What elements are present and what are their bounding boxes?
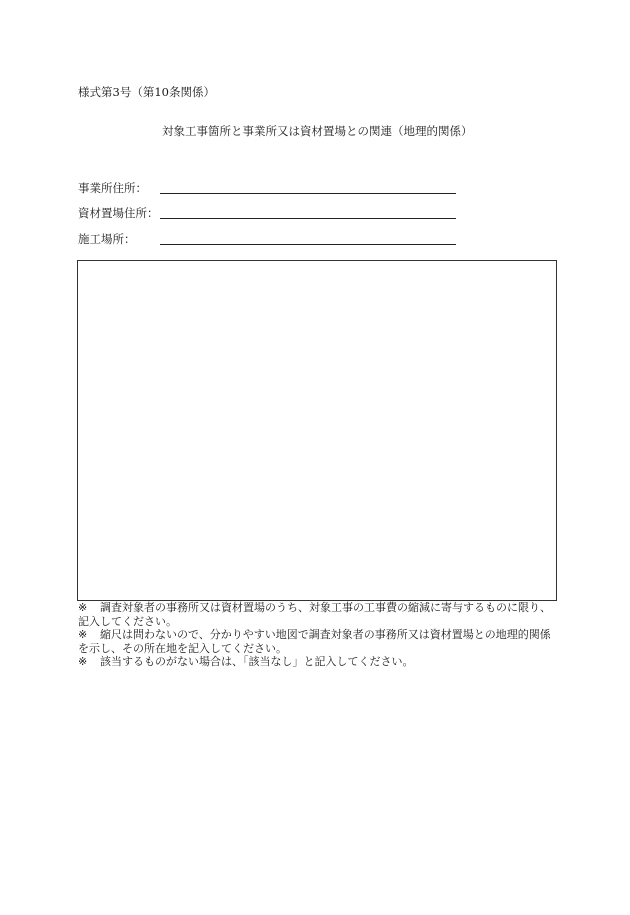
note-item [78,601,560,628]
note-item [78,628,560,655]
storage-address-field[interactable] [160,218,456,219]
form-title: 対象工事箇所と事業所又は資材置場との関連（地理的関係） [162,124,473,138]
map-area[interactable] [77,260,557,601]
note-mark: ※ [78,601,88,614]
note-mark: ※ [78,655,88,668]
storage-address-row [78,205,478,221]
storage-address-label: 資材置場住所： [78,206,159,220]
construction-site-field[interactable] [160,244,456,245]
office-address-field[interactable] [160,193,456,194]
form-number: 様式第3号（第10条関係） [78,85,215,99]
note-text: 縮尺は問わないので、分かりやすい地図で調査対象者の事務所又は資材置場との地理的関係を示し、その所在地を記入してください。 [78,628,551,655]
construction-site-row [78,231,478,247]
construction-site-label: 施工場所： [78,232,136,246]
note-item [78,655,560,669]
note-text: 調査対象者の事務所又は資材置場のうち、対象工事の工事費の縮減に寄与するものに限り、記入してください。 [78,601,551,628]
notes-section [78,601,560,669]
note-mark: ※ [78,628,88,641]
office-address-row [78,180,478,196]
office-address-label: 事業所住所： [78,181,147,195]
note-text: 該当するものがない場合は、「該当なし」と記入してください。 [100,655,414,668]
